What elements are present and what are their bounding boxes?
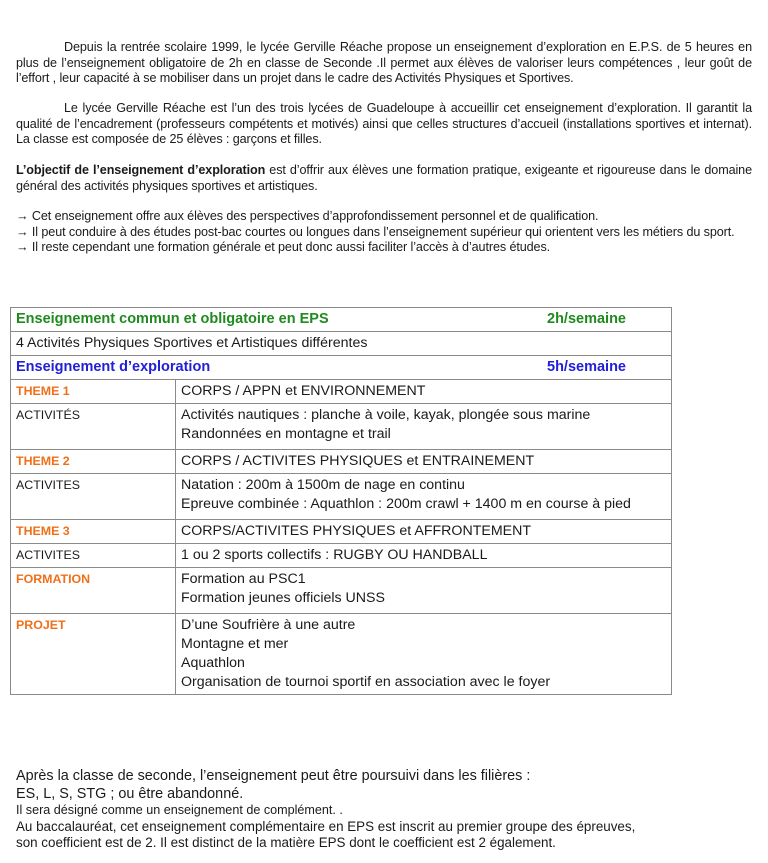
bullet-item: → Il reste cependant une formation générale et peut donc aussi faciliter l’accès à d’autres études. [16,240,551,254]
table-row [11,450,672,474]
objective-text: est d’offrir aux élèves une formation pratique, exigeante et rigoureuse dans le domaine général des activités physiques sportives et artistiques. [16,163,752,193]
bullet-item: → Cet enseignement offre aux élèves des perspectives d’approfondissement personnel et de qualification. [16,209,599,223]
content-line: D’une Soufrière à une autre [181,617,356,633]
formation-content [176,568,672,614]
outro-line: Au baccalauréat, cet enseignement complémentaire en EPS est inscrit au premier groupe des épreuves, [16,818,636,834]
theme-content [176,380,672,404]
activity-content [176,404,672,450]
content-line: Epreuve combinée : Aquathlon : 200m crawl + 1400 m en course à pied [181,496,631,512]
objective-heading: L’objectif de l’enseignement d’exploration [16,163,266,177]
activity-label: ACTIVITÉS [11,404,176,450]
activity-content [176,474,672,520]
content-line: Organisation de tournoi sportif en association avec le foyer [181,674,551,690]
content-line: CORPS / ACTIVITES PHYSIQUES et ENTRAINEMENT [181,453,535,469]
table-row [11,404,672,450]
table-row [11,520,672,544]
content-line: Natation : 200m à 1500m de nage en continu [181,477,465,493]
content-line: Formation au PSC1 [181,571,306,587]
content-line: Activités nautiques : planche à voile, kayak, plongée sous marine [181,407,591,423]
table-row [11,474,672,520]
content-line: Aquathlon [181,655,245,671]
theme-content [176,450,672,474]
formation-label: FORMATION [11,568,176,614]
program-table [10,307,672,695]
activity-label: ACTIVITES [11,474,176,520]
common-label: Enseignement commun et obligatoire en EPS [16,311,329,327]
common-detail: 4 Activités Physiques Sportives et Artistiques différentes [11,332,672,356]
objective-paragraph [16,163,752,194]
table-row [11,380,672,404]
table-row [11,544,672,568]
exploration-row [11,356,672,380]
activity-content [176,544,672,568]
theme-content [176,520,672,544]
table-row [11,614,672,695]
projet-label: PROJET [11,614,176,695]
intro-paragraph-1: Depuis la rentrée scolaire 1999, le lycée Gerville Réache propose un enseignement d’exploration en E.P.S. de 5 heures en plus de l’enseignement obligatoire de 2h en classe de Seconde .Il permet aux élèves de valoriser leurs compétences , leur goût de l’effort , leur capacité à se mobiliser dans un projet dans le cadre des Activités Physiques et Sportives. [16,40,752,85]
activity-label: ACTIVITES [11,544,176,568]
common-row [11,308,672,332]
outro-line: ES, L, S, STG ; ou être abandonné. [16,786,244,802]
outro-line: Après la classe de seconde, l’enseignement peut être poursuivi dans les filières : [16,768,531,784]
exploration-label: Enseignement d’exploration [16,359,211,375]
theme-label: THEME 1 [11,380,176,404]
content-line: Montagne et mer [181,636,289,652]
content-line: Formation jeunes officiels UNSS [181,590,385,606]
common-detail-row [11,332,672,356]
exploration-hours: 5h/semaine [547,359,626,375]
common-hours: 2h/semaine [547,311,626,327]
theme-label: THEME 3 [11,520,176,544]
content-line: 1 ou 2 sports collectifs : RUGBY OU HANDBALL [181,547,488,563]
outro-line: son coefficient est de 2. Il est distinct de la matière EPS dont le coefficient est 2 également. [16,835,556,850]
table-row [11,568,672,614]
outro-line: Il sera désigné comme un enseignement de complément. . [16,803,343,817]
content-line: CORPS/ACTIVITES PHYSIQUES et AFFRONTEMENT [181,523,532,539]
theme-label: THEME 2 [11,450,176,474]
bullet-list [16,209,752,256]
intro-paragraph-2: Le lycée Gerville Réache est l’un des trois lycées de Guadeloupe à accueillir cet enseignement d’exploration. Il garantit la qualité de l’encadrement (professeurs compétents et motivés) ainsi que celles structures d’accueil (installations sportives et internat). La classe est composée de 25 élèves : garçons et filles. [16,101,752,146]
content-line: Randonnées en montagne et trail [181,426,391,442]
projet-content [176,614,672,695]
bullet-item: → Il peut conduire à des études post-bac courtes ou longues dans l’enseignement supérieur qui orientent vers les métiers du sport. [16,224,735,239]
outro-section [16,767,756,852]
content-line: CORPS / APPN et ENVIRONNEMENT [181,383,426,399]
